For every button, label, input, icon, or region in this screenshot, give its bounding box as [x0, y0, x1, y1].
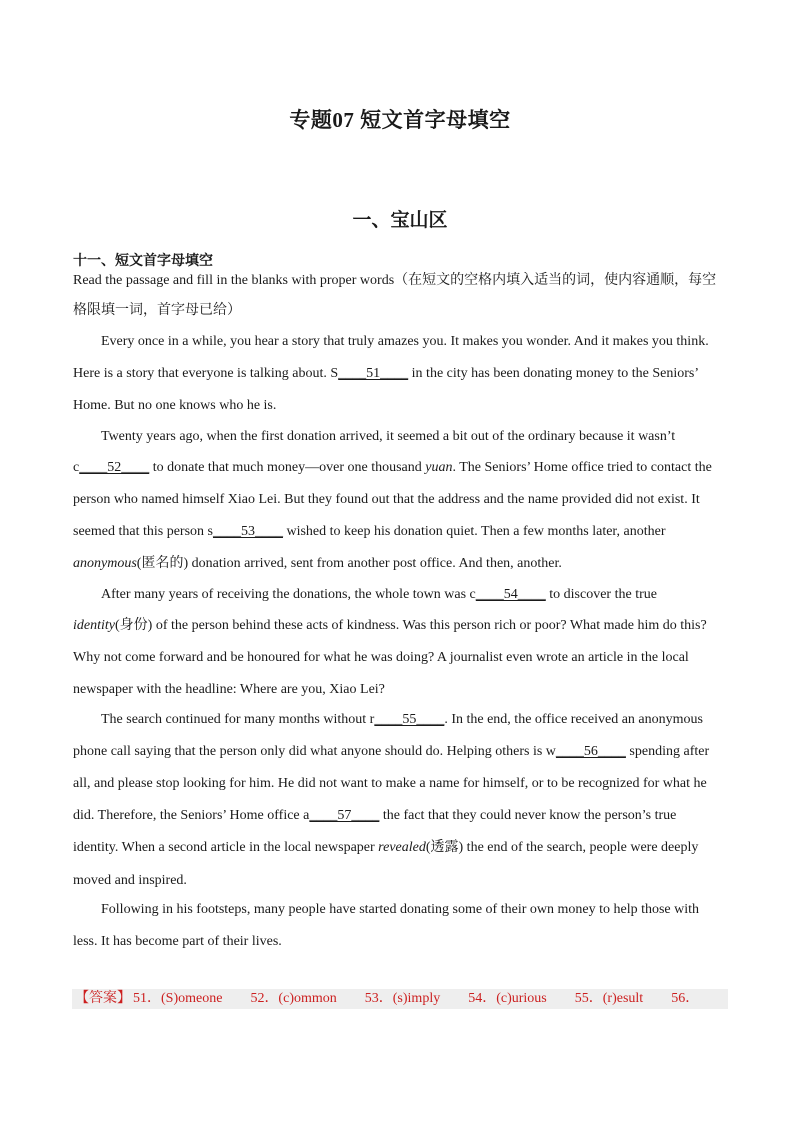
p2-italic-yuan: yuan	[425, 460, 453, 475]
p1-line-2	[73, 365, 699, 383]
p4-text: The search continued for many months without r	[101, 712, 375, 727]
p2-text: (匿名的) donation arrived, sent from another post office. And then, another.	[136, 556, 562, 571]
answer-item: 53．(s)imply	[364, 991, 441, 1006]
p1-text: in the city has been donating money to the Seniors’	[408, 366, 699, 381]
answer-item: 51．(S)omeone	[133, 991, 223, 1006]
p3-text: (身份) of the person behind these acts of kindness. Was this person rich or poor? What made him do this?	[115, 618, 707, 633]
blank-51: ____51____	[338, 366, 409, 381]
p2-text: . The Seniors’ Home office tried to contact the	[452, 460, 712, 475]
document-title: 专题07 短文首字母填空	[289, 108, 511, 132]
answer-item: 52．(c)ommon	[250, 991, 337, 1006]
p4-line-3: all, and please stop looking for him. He did not want to make a name for himself, or to be recognized for what he	[73, 776, 707, 791]
instructions-line-1: Read the passage and fill in the blanks with proper words（在短文的空格内填入适当的词，使内容通顺，每空	[73, 273, 717, 288]
blank-54: ____54____	[475, 587, 546, 602]
p4-text: did. Therefore, the Seniors’ Home office a	[73, 808, 310, 823]
instructions-line-2: 格限填一词，首字母已给）	[73, 303, 241, 318]
p3-line-1	[101, 586, 657, 604]
p2-line-1: Twenty years ago, when the first donation arrived, it seemed a bit out of the ordinary because it wasn’t	[101, 429, 676, 444]
p3-text: After many years of receiving the donations, the whole town was c	[101, 587, 476, 602]
p3-line-3: Why not come forward and be honoured for what he was doing? A journalist even wrote an article in the local	[73, 650, 689, 665]
blank-57: ____57____	[309, 808, 380, 823]
p1-line-3: Home. But no one knows who he is.	[73, 398, 277, 413]
p4-text: . In the end, the office received an anonymous	[444, 712, 703, 727]
p4-text: identity. When a second article in the local newspaper	[73, 840, 379, 855]
answer-item: 54．(c)urious	[468, 991, 547, 1006]
p2-text: wished to keep his donation quiet. Then a few months later, another	[282, 524, 666, 539]
p4-text: spending after	[625, 744, 710, 759]
question-heading: 十一、短文首字母填空	[73, 254, 213, 269]
answer-key	[72, 989, 728, 1009]
p4-line-5	[73, 839, 698, 857]
blank-55: ____55____	[374, 712, 445, 727]
answer-item: 56．	[671, 991, 700, 1006]
p2-line-5	[73, 555, 562, 573]
p4-line-6: moved and inspired.	[73, 873, 187, 888]
p1-line-1: Every once in a while, you hear a story that truly amazes you. It makes you wonder. And it makes you think.	[101, 334, 709, 349]
p4-text: the fact that they could never know the person’s true	[379, 808, 677, 823]
p5-line-2: less. It has become part of their lives.	[73, 934, 282, 949]
p2-italic-anonymous: anonymous	[73, 556, 137, 571]
p3-text: to discover the true	[545, 587, 657, 602]
p2-line-3: person who named himself Xiao Lei. But they found out that the address and the name provided did not exist. It	[73, 492, 700, 507]
p3-italic-identity: identity	[73, 618, 115, 633]
p4-line-2	[73, 743, 709, 761]
p5-line-1: Following in his footsteps, many people have started donating some of their own money to help those with	[101, 902, 700, 917]
p1-text: Here is a story that everyone is talking about. S	[73, 366, 339, 381]
answer-item: 55．(r)esult	[574, 991, 644, 1006]
p4-line-4	[73, 807, 676, 825]
blank-56: ____56____	[555, 744, 626, 759]
blank-52: ____52____	[79, 460, 150, 475]
section-title: 一、宝山区	[352, 210, 448, 231]
p2-line-4	[73, 523, 666, 541]
blank-53: ____53____	[212, 524, 283, 539]
p4-text: phone call saying that the person only did what anyone should do. Helping others is w	[73, 744, 556, 759]
p3-line-2	[73, 617, 707, 635]
p4-italic-revealed: revealed	[378, 840, 426, 855]
p2-text: to donate that much money—over one thousand	[149, 460, 426, 475]
p2-text: seemed that this person s	[73, 524, 213, 539]
p3-line-4: newspaper with the headline: Where are you, Xiao Lei?	[73, 682, 385, 697]
answer-label: 【答案】	[75, 991, 131, 1006]
p2-text: c	[73, 460, 80, 475]
p2-line-2	[73, 459, 712, 477]
p4-text: (透露) the end of the search, people were deeply	[425, 840, 699, 855]
p4-line-1	[101, 711, 703, 729]
